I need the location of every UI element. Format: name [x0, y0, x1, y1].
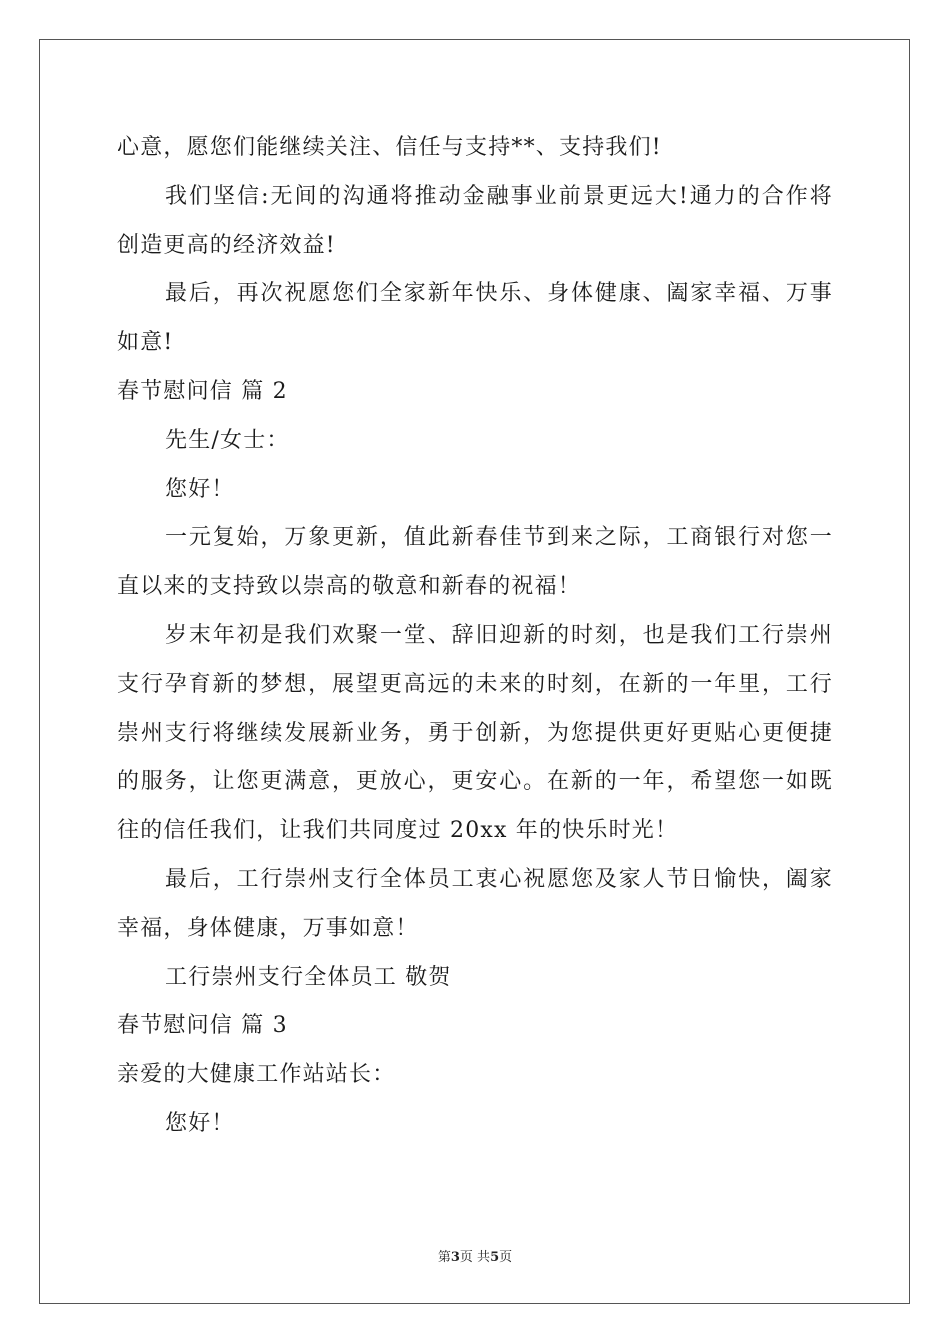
text-line: 创造更高的经济效益!: [117, 232, 336, 258]
footer-suffix: 页: [499, 1250, 513, 1265]
text-line: 支行孕育新的梦想，展望更高远的未来的时刻，在新的一年里，工行: [117, 671, 833, 697]
text-line: 岁末年初是我们欢聚一堂、辞旧迎新的时刻，也是我们工行崇州: [165, 622, 833, 648]
text-line: 一元复始，万象更新，值此新春佳节到来之际，工商银行对您一: [165, 525, 833, 551]
text-line: 如意!: [117, 330, 174, 356]
text-line: 往的信任我们，让我们共同度过 20xx 年的快乐时光！: [117, 818, 679, 844]
text-line: 我们坚信:无间的沟通将推动金融事业前景更远大!通力的合作将: [165, 183, 833, 209]
salutation: 先生/女士：: [165, 427, 290, 453]
signature-line: 工行崇州支行全体员工 敬贺: [165, 964, 452, 990]
document-body: [117, 124, 833, 1149]
text-line: 最后，再次祝愿您们全家新年快乐、身体健康、阖家幸福、万事: [165, 281, 833, 307]
page-footer: [0, 1246, 950, 1265]
text-line: 的服务，让您更满意，更放心，更安心。在新的一年，希望您一如既: [117, 769, 833, 795]
text-line: 幸福，身体健康，万事如意！: [117, 915, 419, 941]
section-heading: 春节慰问信 篇 3: [117, 1013, 288, 1039]
footer-page-current: 3: [450, 1250, 460, 1265]
text-line: 心意，愿您们能继续关注、信任与支持**、支持我们!: [117, 135, 662, 160]
text-line: 崇州支行将继续发展新业务，勇于创新，为您提供更好更贴心更便捷: [117, 720, 833, 746]
footer-prefix: 第: [437, 1250, 451, 1265]
footer-page-total: 5: [490, 1250, 500, 1265]
greeting: 您好！: [165, 476, 235, 502]
greeting: 您好！: [165, 1110, 235, 1136]
salutation: 亲爱的大健康工作站站长：: [117, 1062, 396, 1088]
section-heading: 春节慰问信 篇 2: [117, 378, 288, 404]
text-line: 直以来的支持致以崇高的敬意和新春的祝福！: [117, 574, 582, 600]
footer-mid: 页 共: [459, 1250, 491, 1265]
text-line: 最后，工行崇州支行全体员工衷心祝愿您及家人节日愉快，阖家: [165, 866, 833, 892]
